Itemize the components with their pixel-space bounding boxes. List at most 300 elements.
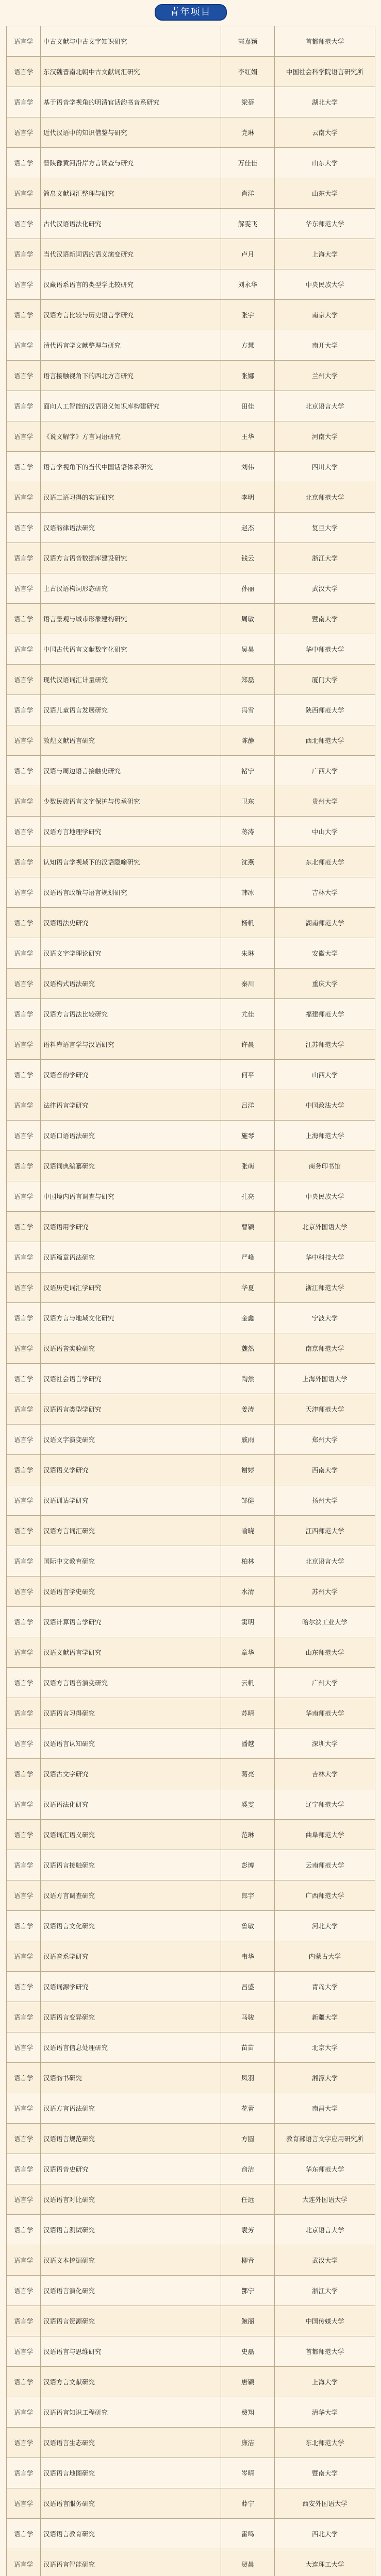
org-cell: 山西大学 xyxy=(275,1060,375,1090)
category-cell: 语言学 xyxy=(7,2124,41,2154)
project-table xyxy=(6,26,375,2576)
title-cell: 汉语语言接触研究 xyxy=(41,1850,221,1880)
category-cell: 语言学 xyxy=(7,1972,41,2002)
title-cell: 汉语词源学研究 xyxy=(41,1972,221,2002)
person-cell: 凤羽 xyxy=(221,2063,275,2093)
title-cell: 汉语语音史研究 xyxy=(41,2154,221,2184)
table-row xyxy=(7,2549,375,2576)
org-cell: 东北师范大学 xyxy=(275,2428,375,2458)
org-cell: 广西大学 xyxy=(275,756,375,786)
category-cell: 语言学 xyxy=(7,1029,41,1060)
title-cell: 清代语言学文献整理与研究 xyxy=(41,330,221,361)
person-cell: 潘越 xyxy=(221,1728,275,1759)
org-cell: 北京外国语大学 xyxy=(275,1212,375,1242)
org-cell: 天津师范大学 xyxy=(275,1394,375,1425)
person-cell: 韩冰 xyxy=(221,877,275,908)
title-cell: 汉语语言资源研究 xyxy=(41,2306,221,2336)
org-cell: 山东师范大学 xyxy=(275,1637,375,1668)
table-row xyxy=(7,361,375,391)
title-cell: 中古文献与中古文字知识研究 xyxy=(41,26,221,57)
category-cell: 语言学 xyxy=(7,178,41,209)
table-row xyxy=(7,817,375,847)
table-row xyxy=(7,1121,375,1151)
category-cell: 语言学 xyxy=(7,1212,41,1242)
table-row xyxy=(7,2215,375,2245)
person-cell: 田佳 xyxy=(221,391,275,421)
table-row xyxy=(7,2002,375,2032)
person-cell: 万佳佳 xyxy=(221,148,275,178)
title-cell: 汉语语言类型学研究 xyxy=(41,1394,221,1425)
category-cell: 语言学 xyxy=(7,1850,41,1880)
org-cell: 深圳大学 xyxy=(275,1728,375,1759)
table-row xyxy=(7,513,375,543)
title-cell: 近代汉语中的知识借鉴与研究 xyxy=(41,117,221,148)
title-cell: 汉语音韵学研究 xyxy=(41,1060,221,1090)
person-cell: 刘伟 xyxy=(221,452,275,482)
table-row xyxy=(7,2276,375,2306)
person-cell: 王华 xyxy=(221,421,275,452)
title-cell: 汉语方言语法比较研究 xyxy=(41,999,221,1029)
category-cell: 语言学 xyxy=(7,1637,41,1668)
title-cell: 汉语方言词汇研究 xyxy=(41,1516,221,1546)
table-row xyxy=(7,573,375,604)
org-cell: 北京语言大学 xyxy=(275,391,375,421)
title-cell: 汉语语言生态研究 xyxy=(41,2428,221,2458)
table-row xyxy=(7,543,375,573)
person-cell: 吴昊 xyxy=(221,634,275,665)
header xyxy=(0,4,381,21)
category-cell: 语言学 xyxy=(7,117,41,148)
title-cell: 汉语词典编纂研究 xyxy=(41,1151,221,1181)
org-cell: 江西师范大学 xyxy=(275,1516,375,1546)
category-cell: 语言学 xyxy=(7,1759,41,1789)
table-row xyxy=(7,87,375,117)
person-cell: 郭嘉颖 xyxy=(221,26,275,57)
org-cell: 暨南大学 xyxy=(275,2458,375,2488)
table-row xyxy=(7,2154,375,2184)
person-cell: 谢婷 xyxy=(221,1455,275,1485)
org-cell: 宁波大学 xyxy=(275,1303,375,1333)
person-cell: 廉洁 xyxy=(221,2428,275,2458)
org-cell: 浙江大学 xyxy=(275,543,375,573)
title-cell: 汉语篇章语法研究 xyxy=(41,1242,221,1273)
table-row xyxy=(7,2124,375,2154)
title-cell: 汉语方言调查研究 xyxy=(41,1880,221,1911)
org-cell: 厦门大学 xyxy=(275,665,375,695)
category-cell: 语言学 xyxy=(7,300,41,330)
title-cell: 汉语方言与地域文化研究 xyxy=(41,1303,221,1333)
category-cell: 语言学 xyxy=(7,391,41,421)
org-cell: 湖北大学 xyxy=(275,87,375,117)
person-cell: 华夏 xyxy=(221,1273,275,1303)
title-cell: 语言接触视角下的西北方言研究 xyxy=(41,361,221,391)
title-cell: 语言学视角下的当代中国话语体系研究 xyxy=(41,452,221,482)
category-cell: 语言学 xyxy=(7,57,41,87)
category-cell: 语言学 xyxy=(7,2397,41,2428)
category-cell: 语言学 xyxy=(7,573,41,604)
title-cell: 汉语音系学研究 xyxy=(41,1941,221,1972)
table-row xyxy=(7,1972,375,2002)
table-row xyxy=(7,1090,375,1121)
org-cell: 曲阜师范大学 xyxy=(275,1820,375,1850)
project-table-body xyxy=(7,26,375,2576)
title-cell: 汉语历史词汇学研究 xyxy=(41,1273,221,1303)
category-cell: 语言学 xyxy=(7,543,41,573)
table-row xyxy=(7,786,375,817)
person-cell: 韦华 xyxy=(221,1941,275,1972)
category-cell: 语言学 xyxy=(7,2367,41,2397)
category-cell: 语言学 xyxy=(7,756,41,786)
table-row xyxy=(7,2458,375,2488)
person-cell: 葛亮 xyxy=(221,1759,275,1789)
category-cell: 语言学 xyxy=(7,786,41,817)
table-row xyxy=(7,452,375,482)
person-cell: 任远 xyxy=(221,2184,275,2215)
table-row xyxy=(7,2306,375,2336)
table-row xyxy=(7,1273,375,1303)
org-cell: 重庆大学 xyxy=(275,969,375,999)
person-cell: 刘永华 xyxy=(221,269,275,300)
category-cell: 语言学 xyxy=(7,2458,41,2488)
table-row xyxy=(7,1759,375,1789)
table-row xyxy=(7,2063,375,2093)
org-cell: 南京大学 xyxy=(275,300,375,330)
table-row xyxy=(7,57,375,87)
org-cell: 新疆大学 xyxy=(275,2002,375,2032)
org-cell: 浙江师范大学 xyxy=(275,1273,375,1303)
person-cell: 苏晴 xyxy=(221,1698,275,1728)
person-cell: 喻晓 xyxy=(221,1516,275,1546)
org-cell: 北京语言大学 xyxy=(275,2215,375,2245)
person-cell: 云帆 xyxy=(221,1668,275,1698)
title-cell: 东汉魏晋南北朝中古文献词汇研究 xyxy=(41,57,221,87)
org-cell: 武汉大学 xyxy=(275,573,375,604)
org-cell: 广州大学 xyxy=(275,1668,375,1698)
org-cell: 湘潭大学 xyxy=(275,2063,375,2093)
person-cell: 郎宇 xyxy=(221,1880,275,1911)
table-row xyxy=(7,1212,375,1242)
table-row xyxy=(7,391,375,421)
category-cell: 语言学 xyxy=(7,1090,41,1121)
category-cell: 语言学 xyxy=(7,1333,41,1364)
org-cell: 华中师范大学 xyxy=(275,634,375,665)
title-cell: 汉语儿童语言发展研究 xyxy=(41,695,221,725)
section-title: 青年项目 xyxy=(155,4,227,21)
person-cell: 吕洋 xyxy=(221,1090,275,1121)
person-cell: 肖洋 xyxy=(221,178,275,209)
org-cell: 中央民族大学 xyxy=(275,1181,375,1212)
org-cell: 苏州大学 xyxy=(275,1577,375,1607)
table-row xyxy=(7,1911,375,1941)
category-cell: 语言学 xyxy=(7,2154,41,2184)
org-cell: 云南师范大学 xyxy=(275,1850,375,1880)
title-cell: 汉语语言规范研究 xyxy=(41,2124,221,2154)
title-cell: 汉语训诂学研究 xyxy=(41,1485,221,1516)
table-row xyxy=(7,908,375,938)
table-row xyxy=(7,634,375,665)
table-row xyxy=(7,1607,375,1637)
org-cell: 北京语言大学 xyxy=(275,1546,375,1577)
person-cell: 秦川 xyxy=(221,969,275,999)
org-cell: 上海大学 xyxy=(275,2367,375,2397)
title-cell: 汉语语言变异研究 xyxy=(41,2002,221,2032)
title-cell: 汉语语言信息处理研究 xyxy=(41,2032,221,2063)
org-cell: 大连理工大学 xyxy=(275,2549,375,2576)
title-cell: 汉藏语系语言的类型学比较研究 xyxy=(41,269,221,300)
category-cell: 语言学 xyxy=(7,725,41,756)
title-cell: 汉语语义学研究 xyxy=(41,1455,221,1485)
org-cell: 河南大学 xyxy=(275,421,375,452)
category-cell: 语言学 xyxy=(7,330,41,361)
person-cell: 范琳 xyxy=(221,1820,275,1850)
org-cell: 华中科技大学 xyxy=(275,1242,375,1273)
title-cell: 中国境内语言调查与研究 xyxy=(41,1181,221,1212)
person-cell: 柳青 xyxy=(221,2245,275,2276)
title-cell: 汉语构式语法研究 xyxy=(41,969,221,999)
category-cell: 语言学 xyxy=(7,847,41,877)
org-cell: 上海外国语大学 xyxy=(275,1364,375,1394)
title-cell: 少数民族语言文字保护与传承研究 xyxy=(41,786,221,817)
org-cell: 辽宁师范大学 xyxy=(275,1789,375,1820)
category-cell: 语言学 xyxy=(7,1607,41,1637)
table-row xyxy=(7,604,375,634)
person-cell: 史磊 xyxy=(221,2336,275,2367)
person-cell: 曹颖 xyxy=(221,1212,275,1242)
category-cell: 语言学 xyxy=(7,1455,41,1485)
table-row xyxy=(7,877,375,908)
org-cell: 河北大学 xyxy=(275,1911,375,1941)
title-cell: 汉语方言文献研究 xyxy=(41,2367,221,2397)
title-cell: 简帛文献词汇整理与研究 xyxy=(41,178,221,209)
table-row xyxy=(7,1181,375,1212)
title-cell: 汉语方言语音数据库建设研究 xyxy=(41,543,221,573)
person-cell: 方慧 xyxy=(221,330,275,361)
person-cell: 卫东 xyxy=(221,786,275,817)
title-cell: 汉语语言教育研究 xyxy=(41,2519,221,2549)
category-cell: 语言学 xyxy=(7,421,41,452)
category-cell: 语言学 xyxy=(7,817,41,847)
table-row xyxy=(7,1637,375,1668)
table-row xyxy=(7,1698,375,1728)
org-cell: 北京师范大学 xyxy=(275,482,375,513)
title-cell: 《说文解字》方言词语研究 xyxy=(41,421,221,452)
person-cell: 朱琳 xyxy=(221,938,275,969)
person-cell: 薛宁 xyxy=(221,2488,275,2519)
person-cell: 窦明 xyxy=(221,1607,275,1637)
title-cell: 汉语文本挖掘研究 xyxy=(41,2245,221,2276)
person-cell: 李明 xyxy=(221,482,275,513)
person-cell: 孙丽 xyxy=(221,573,275,604)
person-cell: 梁蓓 xyxy=(221,87,275,117)
category-cell: 语言学 xyxy=(7,2215,41,2245)
title-cell: 国际中文教育研究 xyxy=(41,1546,221,1577)
person-cell: 严峰 xyxy=(221,1242,275,1273)
person-cell: 解雯飞 xyxy=(221,209,275,239)
org-cell: 中央民族大学 xyxy=(275,269,375,300)
category-cell: 语言学 xyxy=(7,2519,41,2549)
org-cell: 南开大学 xyxy=(275,330,375,361)
table-row xyxy=(7,209,375,239)
org-cell: 湖南师范大学 xyxy=(275,908,375,938)
category-cell: 语言学 xyxy=(7,1242,41,1273)
category-cell: 语言学 xyxy=(7,1941,41,1972)
title-cell: 汉语语言演化研究 xyxy=(41,2276,221,2306)
table-row xyxy=(7,2336,375,2367)
table-row xyxy=(7,2519,375,2549)
person-cell: 奚雯 xyxy=(221,1789,275,1820)
person-cell: 张萌 xyxy=(221,1151,275,1181)
person-cell: 周敏 xyxy=(221,604,275,634)
org-cell: 南京师范大学 xyxy=(275,1333,375,1364)
title-cell: 汉语语言学史研究 xyxy=(41,1577,221,1607)
org-cell: 内蒙古大学 xyxy=(275,1941,375,1972)
person-cell: 鲁敏 xyxy=(221,1911,275,1941)
org-cell: 贵州大学 xyxy=(275,786,375,817)
org-cell: 四川大学 xyxy=(275,452,375,482)
title-cell: 语言景观与城市形象建构研究 xyxy=(41,604,221,634)
person-cell: 岑晴 xyxy=(221,2458,275,2488)
person-cell: 张娜 xyxy=(221,361,275,391)
person-cell: 唐颖 xyxy=(221,2367,275,2397)
category-cell: 语言学 xyxy=(7,2093,41,2124)
table-row xyxy=(7,1455,375,1485)
category-cell: 语言学 xyxy=(7,1060,41,1090)
title-cell: 上古汉语构词形态研究 xyxy=(41,573,221,604)
title-cell: 汉语语法化研究 xyxy=(41,1789,221,1820)
person-cell: 陶然 xyxy=(221,1364,275,1394)
title-cell: 汉语文字演变研究 xyxy=(41,1425,221,1455)
org-cell: 浙江大学 xyxy=(275,2276,375,2306)
table-row xyxy=(7,117,375,148)
person-cell: 张宇 xyxy=(221,300,275,330)
table-row xyxy=(7,2245,375,2276)
title-cell: 汉语计算语言学研究 xyxy=(41,1607,221,1637)
title-cell: 汉语语言文化研究 xyxy=(41,1911,221,1941)
person-cell: 沈燕 xyxy=(221,847,275,877)
table-row xyxy=(7,1303,375,1333)
person-cell: 孔亮 xyxy=(221,1181,275,1212)
category-cell: 语言学 xyxy=(7,2245,41,2276)
category-cell: 语言学 xyxy=(7,452,41,482)
category-cell: 语言学 xyxy=(7,1121,41,1151)
title-cell: 语料库语言学与汉语研究 xyxy=(41,1029,221,1060)
category-cell: 语言学 xyxy=(7,634,41,665)
category-cell: 语言学 xyxy=(7,513,41,543)
person-cell: 彭博 xyxy=(221,1850,275,1880)
category-cell: 语言学 xyxy=(7,26,41,57)
title-cell: 汉语方言比较与历史语言学研究 xyxy=(41,300,221,330)
person-cell: 金鑫 xyxy=(221,1303,275,1333)
person-cell: 袁芳 xyxy=(221,2215,275,2245)
category-cell: 语言学 xyxy=(7,2063,41,2093)
org-cell: 中国社会科学院语言研究所 xyxy=(275,57,375,87)
org-cell: 兰州大学 xyxy=(275,361,375,391)
org-cell: 广西师范大学 xyxy=(275,1880,375,1911)
table-row xyxy=(7,2367,375,2397)
person-cell: 花蕾 xyxy=(221,2093,275,2124)
category-cell: 语言学 xyxy=(7,1911,41,1941)
category-cell: 语言学 xyxy=(7,1546,41,1577)
title-cell: 中国古代语言文献数字化研究 xyxy=(41,634,221,665)
table-row xyxy=(7,1850,375,1880)
org-cell: 首都师范大学 xyxy=(275,26,375,57)
org-cell: 扬州大学 xyxy=(275,1485,375,1516)
category-cell: 语言学 xyxy=(7,1668,41,1698)
table-row xyxy=(7,1485,375,1516)
title-cell: 汉语韵书研究 xyxy=(41,2063,221,2093)
person-cell: 冯雪 xyxy=(221,695,275,725)
title-cell: 汉语社会语言学研究 xyxy=(41,1364,221,1394)
category-cell: 语言学 xyxy=(7,938,41,969)
category-cell: 语言学 xyxy=(7,1364,41,1394)
table-row xyxy=(7,482,375,513)
table-row xyxy=(7,695,375,725)
person-cell: 贺晨 xyxy=(221,2549,275,2576)
table-row xyxy=(7,1060,375,1090)
org-cell: 华南师范大学 xyxy=(275,1698,375,1728)
title-cell: 汉语语法史研究 xyxy=(41,908,221,938)
person-cell: 许晨 xyxy=(221,1029,275,1060)
table-row xyxy=(7,1820,375,1850)
person-cell: 陈静 xyxy=(221,725,275,756)
org-cell: 南昌大学 xyxy=(275,2093,375,2124)
title-cell: 汉语语言与思维研究 xyxy=(41,2336,221,2367)
table-row xyxy=(7,725,375,756)
org-cell: 郑州大学 xyxy=(275,1425,375,1455)
category-cell: 语言学 xyxy=(7,361,41,391)
category-cell: 语言学 xyxy=(7,2306,41,2336)
category-cell: 语言学 xyxy=(7,695,41,725)
category-cell: 语言学 xyxy=(7,969,41,999)
org-cell: 上海大学 xyxy=(275,239,375,269)
table-row xyxy=(7,1880,375,1911)
category-cell: 语言学 xyxy=(7,1880,41,1911)
category-cell: 语言学 xyxy=(7,2032,41,2063)
category-cell: 语言学 xyxy=(7,1728,41,1759)
category-cell: 语言学 xyxy=(7,2549,41,2576)
table-row xyxy=(7,300,375,330)
category-cell: 语言学 xyxy=(7,269,41,300)
title-cell: 当代汉语新词语的语义演变研究 xyxy=(41,239,221,269)
person-cell: 雷鸣 xyxy=(221,2519,275,2549)
table-row xyxy=(7,1029,375,1060)
title-cell: 汉语语言政策与语言规划研究 xyxy=(41,877,221,908)
table-row xyxy=(7,1941,375,1972)
title-cell: 汉语古文字研究 xyxy=(41,1759,221,1789)
org-cell: 西南大学 xyxy=(275,1455,375,1485)
org-cell: 安徽大学 xyxy=(275,938,375,969)
person-cell: 俞洁 xyxy=(221,2154,275,2184)
title-cell: 汉语语音实验研究 xyxy=(41,1333,221,1364)
table-row xyxy=(7,1151,375,1181)
person-cell: 水清 xyxy=(221,1577,275,1607)
category-cell: 语言学 xyxy=(7,604,41,634)
person-cell: 何平 xyxy=(221,1060,275,1090)
org-cell: 商务印书馆 xyxy=(275,1151,375,1181)
person-cell: 苗苗 xyxy=(221,2032,275,2063)
person-cell: 尤佳 xyxy=(221,999,275,1029)
person-cell: 钱云 xyxy=(221,543,275,573)
table-row xyxy=(7,1425,375,1455)
org-cell: 哈尔滨工业大学 xyxy=(275,1607,375,1637)
person-cell: 酆宁 xyxy=(221,2276,275,2306)
title-cell: 汉语口语语法研究 xyxy=(41,1121,221,1151)
table-row xyxy=(7,938,375,969)
category-cell: 语言学 xyxy=(7,665,41,695)
table-row xyxy=(7,2093,375,2124)
table-row xyxy=(7,2397,375,2428)
org-cell: 吉林大学 xyxy=(275,877,375,908)
